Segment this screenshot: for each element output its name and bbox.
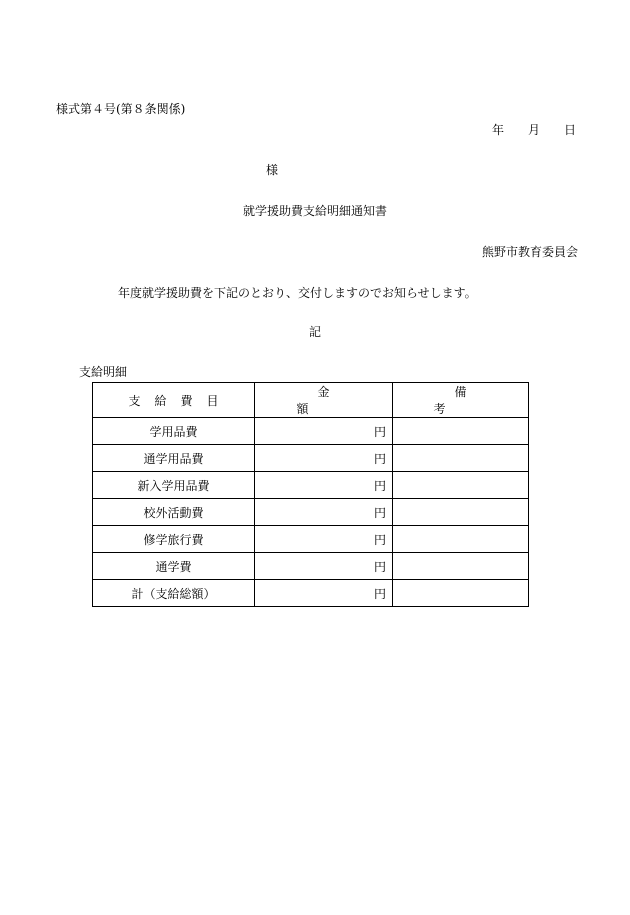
table-row [93,526,529,553]
row-item: 通学用品費 [93,445,255,472]
row-amount: 円 [255,418,393,445]
addressee-suffix: 様 [266,163,279,177]
header-item-label: 支給費目 [128,393,233,408]
row-item: 学用品費 [93,418,255,445]
date-month-label: 月 [528,123,541,137]
table-row [93,553,529,580]
header-note [393,383,529,418]
header-note-label: 備考 [433,385,509,416]
row-note [393,418,529,445]
table-header-row [93,383,529,418]
table-row [93,499,529,526]
row-item: 校外活動費 [93,499,255,526]
document-title: 就学援助費支給明細通知書 [242,204,387,218]
row-note [393,499,529,526]
total-item: 計（支給総額） [93,580,255,607]
row-item: 修学旅行費 [93,526,255,553]
total-note [393,580,529,607]
date-line [492,121,576,138]
row-amount: 円 [255,445,393,472]
row-amount: 円 [255,472,393,499]
body-text: 年度就学援助費を下記のとおり、交付しますのでお知らせします。 [118,286,477,300]
header-amount-label: 金額 [296,385,372,416]
payment-detail-table [92,382,529,607]
row-item: 通学費 [93,553,255,580]
date-day-label: 日 [564,123,577,137]
row-item: 新入学用品費 [93,472,255,499]
issuer-name: 熊野市教育委員会 [481,245,578,259]
table-row [93,418,529,445]
table-total-row [93,580,529,607]
date-year-label: 年 [492,123,505,137]
header-amount [255,383,393,418]
row-amount: 円 [255,499,393,526]
row-note [393,553,529,580]
row-amount: 円 [255,526,393,553]
total-amount: 円 [255,580,393,607]
ki-label: 記 [308,325,321,339]
header-item [93,383,255,418]
table-caption: 支給明細 [79,365,128,379]
row-note [393,526,529,553]
row-amount: 円 [255,553,393,580]
row-note [393,445,529,472]
form-number-label: 様式第４号(第８条関係) [56,102,186,116]
table-row [93,445,529,472]
table-row [93,472,529,499]
row-note [393,472,529,499]
